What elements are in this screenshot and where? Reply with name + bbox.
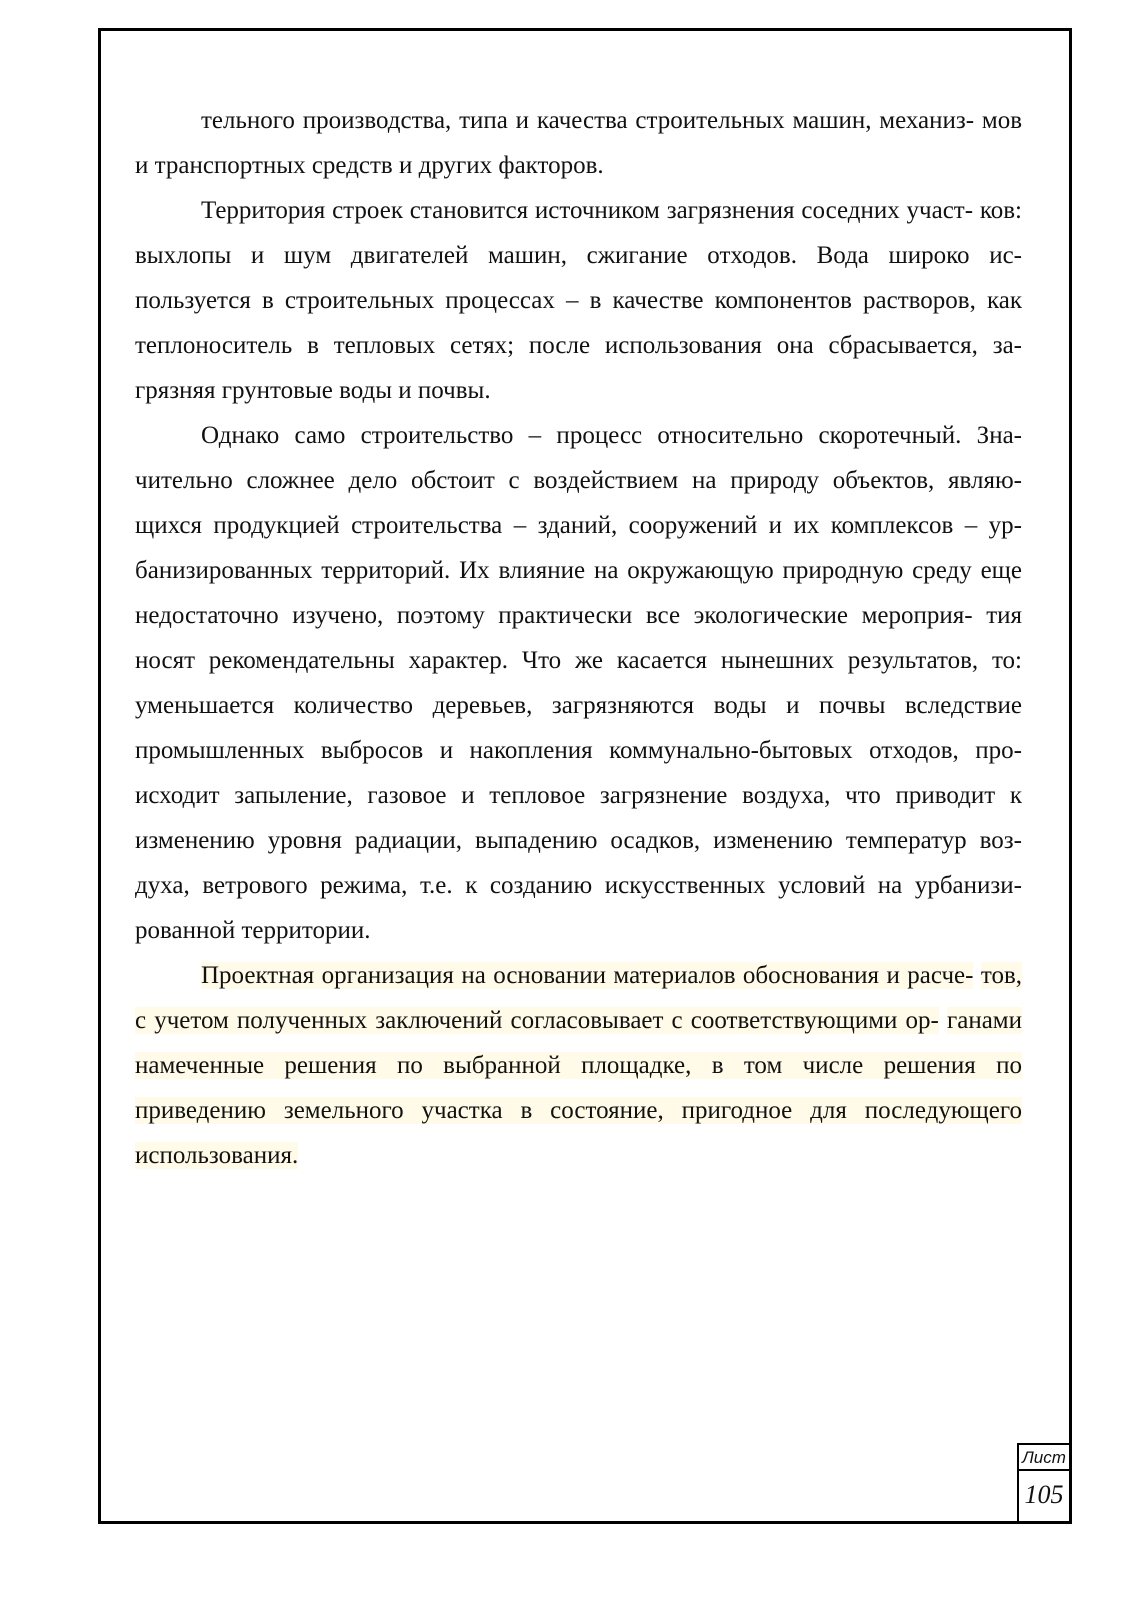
text-line: рованной территории. bbox=[135, 917, 371, 944]
text-line: пользуется в строительных процессах – в качестве компонентов растворов, как bbox=[135, 287, 1022, 314]
sheet-number: 105 bbox=[1024, 1480, 1064, 1509]
text-line: промышленных выбросов и накопления коммунально-бытовых отходов, про- bbox=[135, 737, 1022, 764]
text-line: банизированных территорий. Их влияние на окружающую природную среду bbox=[135, 557, 972, 584]
text-line: использования. bbox=[135, 1142, 299, 1169]
text-line: Однако само строительство – процесс относительно скоротечный. Зна- bbox=[201, 422, 1022, 449]
text-line: тельного производства, типа и качества строительных машин, механиз- bbox=[201, 107, 975, 134]
paragraph-4-highlighted bbox=[135, 953, 1022, 1178]
text-line: тов, с учетом полученных заключений согласовывает с соответствующими ор- bbox=[135, 962, 1022, 1034]
text-line: мов и транспортных средств и других факторов. bbox=[135, 107, 1022, 179]
text-line: Проектная организация на основании материалов обоснования и расче- bbox=[201, 962, 974, 989]
paragraph-3 bbox=[135, 413, 1022, 953]
text-line: тия носят рекомендательны характер. Что же касается нынешних результатов, bbox=[135, 602, 1023, 674]
text-line: исходит запыление, газовое и тепловое загрязнение воздуха, что приводит к bbox=[135, 782, 1022, 809]
text-line: щихся продукцией строительства – зданий, сооружений и их комплексов – ур- bbox=[135, 512, 1022, 539]
text-line: ганами намеченные решения по выбранной площадке, в том числе решения по bbox=[135, 1007, 1022, 1079]
text-line: приведению земельного участка в состояние, пригодное для последующего bbox=[135, 1097, 1022, 1124]
text-line: Территория строек становится источником загрязнения соседних участ- bbox=[201, 197, 974, 224]
document-body bbox=[135, 98, 1022, 1178]
text-line: изменению уровня радиации, выпадению осадков, изменению температур воз- bbox=[135, 827, 1022, 854]
text-line: ков: выхлопы и шум двигателей машин, сжигание отходов. Вода широко ис- bbox=[135, 197, 1023, 269]
text-line: чительно сложнее дело обстоит с воздействием на природу объектов, являю- bbox=[135, 467, 1022, 494]
text-line: то: уменьшается количество деревьев, загрязняются воды и почвы вследствие bbox=[135, 647, 1022, 719]
text-line: грязняя грунтовые воды и почвы. bbox=[135, 377, 491, 404]
text-line: еще недостаточно изучено, поэтому практически все экологические мероприя- bbox=[135, 557, 1023, 629]
text-line: теплоноситель в тепловых сетях; после использования она сбрасывается, за- bbox=[135, 332, 1022, 359]
text-line: духа, ветрового режима, т.е. к созданию искусственных условий на урбанизи- bbox=[135, 872, 1022, 899]
sheet-label: Лист bbox=[1019, 1445, 1069, 1471]
paragraph-2 bbox=[135, 188, 1022, 413]
paragraph-1 bbox=[135, 98, 1022, 188]
sheet-stamp bbox=[1017, 1443, 1069, 1521]
